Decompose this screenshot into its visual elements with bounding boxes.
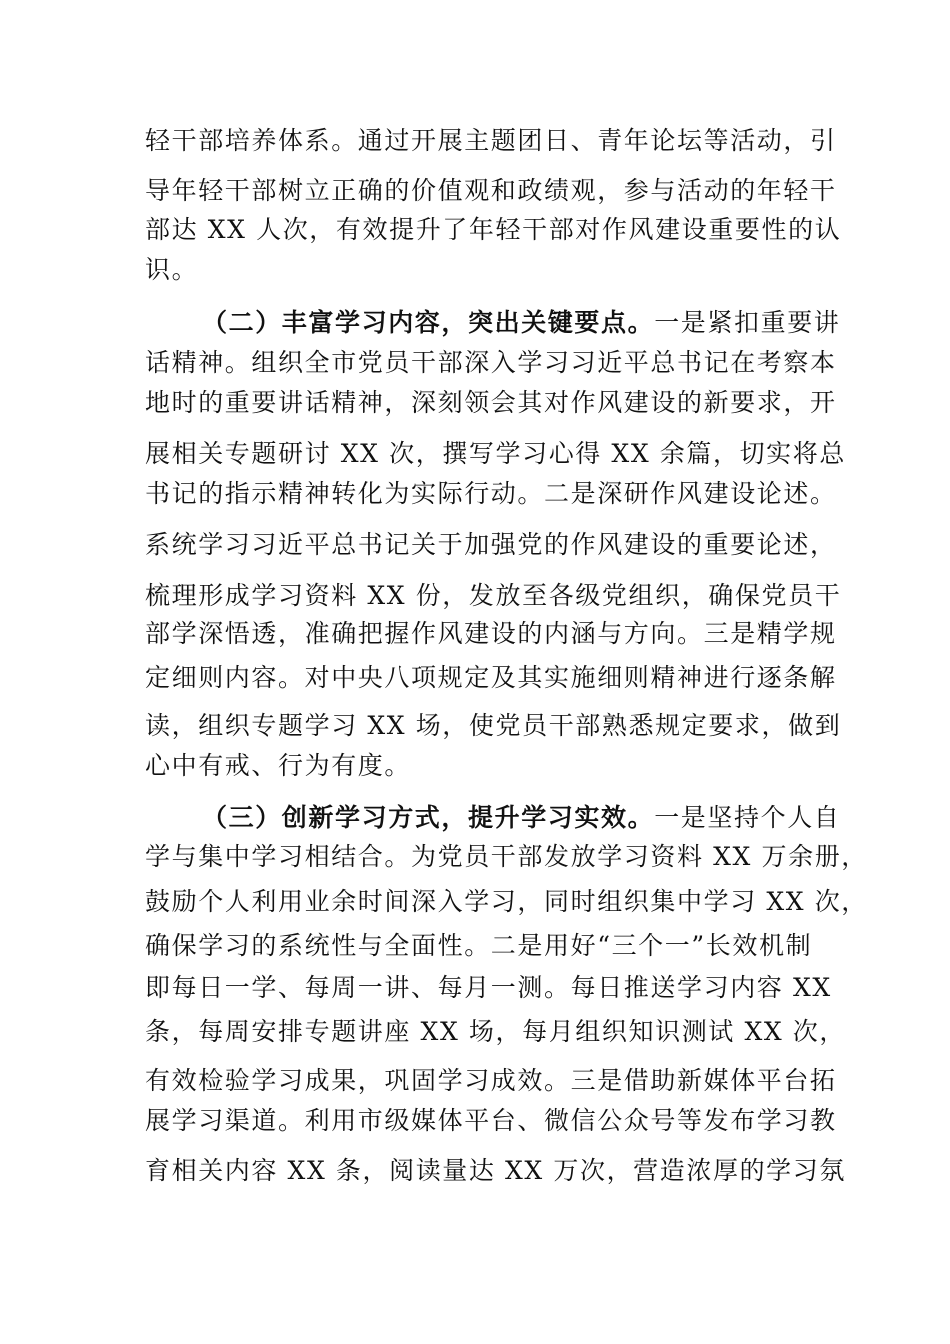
text-line: 心中有戒、行为有度。 (145, 751, 412, 780)
text-line: 系统学习习近平总书记关于加强党的作风建设的重要论述， (145, 530, 837, 559)
section-2-lead-text: 一是紧扣重要讲 (654, 308, 841, 337)
text-line: 读，组织专题学习 XX 场，使党员干部熟悉规定要求，做到 (145, 711, 842, 740)
text-line: 学与集中学习相结合。为党员干部发放学习资料 XX 万余册， (145, 842, 868, 871)
text-line: 识。 (145, 255, 199, 284)
text-line: 确保学习的系统性与全面性。二是用好“三个一”长效机制 (145, 931, 813, 960)
text-line: 轻干部培养体系。通过开展主题团日、青年论坛等活动，引 (145, 126, 837, 155)
text-line: 定细则内容。对中央八项规定及其实施细则精神进行逐条解 (145, 663, 837, 692)
section-3-lead-text: 一是坚持个人自 (654, 803, 841, 832)
text-line: 即每日一学、每周一讲、每月一测。每日推送学习内容 XX (145, 973, 832, 1002)
section-3-heading: （三）创新学习方式，提升学习实效。 (202, 803, 655, 832)
text-line: 地时的重要讲话精神，深刻领会其对作风建设的新要求，开 (145, 388, 837, 417)
text-line: 部学深悟透，准确把握作风建设的内涵与方向。三是精学规 (145, 619, 837, 648)
text-line: 梳理形成学习资料 XX 份，发放至各级党组织，确保党员干 (145, 581, 842, 610)
text-line: 展学习渠道。利用市级媒体平台、微信公众号等发布学习教 (145, 1106, 837, 1135)
text-line: 话精神。组织全市党员干部深入学习习近平总书记在考察本 (145, 348, 837, 377)
text-line: 书记的指示精神转化为实际行动。二是深研作风建设论述。 (145, 479, 837, 508)
text-line: 条，每周安排专题讲座 XX 场，每月组织知识测试 XX 次， (145, 1017, 846, 1046)
text-line: 有效检验学习成果，巩固学习成效。三是借助新媒体平台拓 (145, 1066, 837, 1095)
text-line: 部达 XX 人次，有效提升了年轻干部对作风建设重要性的认 (145, 215, 842, 244)
section-2-heading: （二）丰富学习内容，突出关键要点。 (202, 308, 655, 337)
text-line: 展相关专题研讨 XX 次，撰写学习心得 XX 余篇，切实将总 (145, 439, 846, 468)
text-line: 导年轻干部树立正确的价值观和政绩观，参与活动的年轻干 (145, 176, 837, 205)
text-line: 鼓励个人利用业余时间深入学习，同时组织集中学习 XX 次， (145, 887, 868, 916)
text-line: 育相关内容 XX 条，阅读量达 XX 万次，营造浓厚的学习氛 (145, 1156, 846, 1185)
